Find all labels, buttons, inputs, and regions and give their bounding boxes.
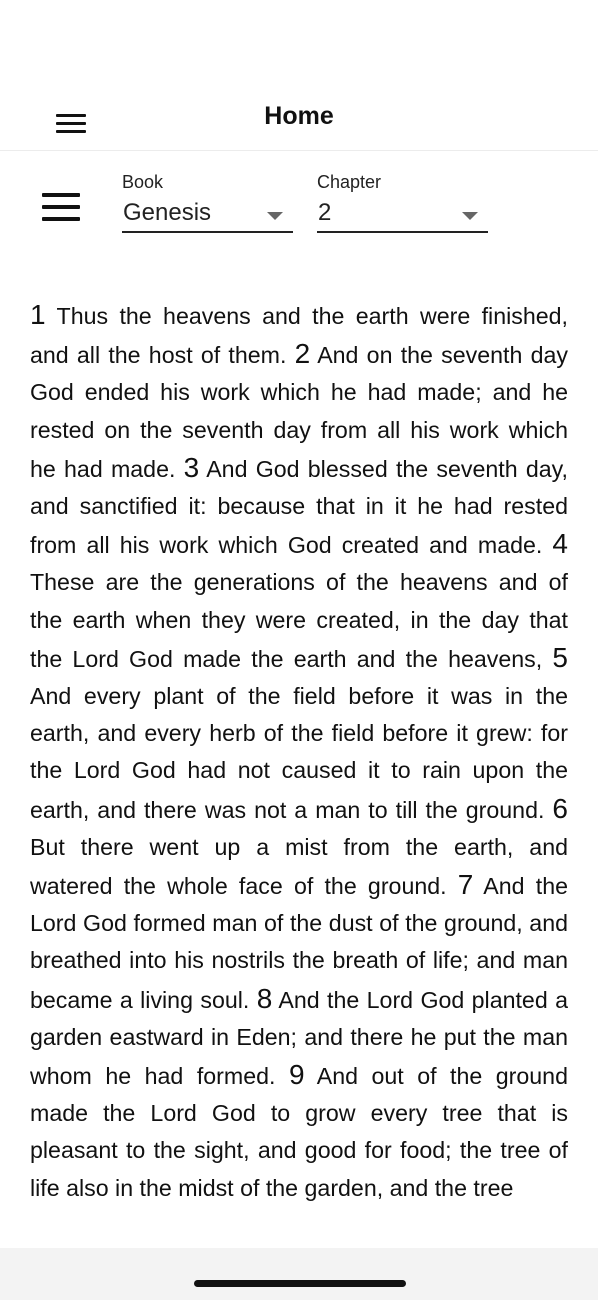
book-underline	[122, 231, 293, 233]
home-indicator[interactable]	[194, 1280, 406, 1287]
book-label: Book	[122, 172, 164, 192]
app-header	[0, 0, 598, 151]
verse-number: 8	[256, 982, 273, 1014]
verse-text: And God blessed the seventh day, and sanctified it: because that in it he had rested from all his work which God created and made.	[30, 455, 568, 559]
verse-number: 5	[552, 641, 568, 673]
verse-text: But there went up a mist from the earth, and watered the whole face of the ground.	[30, 833, 568, 900]
verse-number: 2	[294, 338, 311, 370]
verse-number: 4	[552, 528, 568, 560]
verse-number: 7	[457, 869, 474, 901]
book-value: Genesis	[123, 199, 212, 226]
verse-text: And the Lord God formed man of the dust of the ground, and breathed into his nostrils the breath of life; and man became a living soul.	[30, 873, 568, 1013]
verse-number: 9	[288, 1059, 305, 1091]
book-dropdown[interactable]	[122, 170, 293, 233]
verse-number: 3	[183, 451, 200, 483]
bottom-bar	[0, 1248, 598, 1300]
verse-number: 1	[30, 299, 46, 330]
chapter-menu-icon[interactable]	[42, 193, 80, 223]
verse-text: These are the generations of the heavens and of the earth when they were created, in the day that the Lord God made the earth and the heavens,	[30, 569, 568, 672]
chapter-underline	[317, 231, 488, 233]
verse-text: And the Lord God planted a garden eastward in Eden; and there he put the man whom he had formed.	[30, 986, 568, 1090]
verse-number: 6	[552, 792, 568, 824]
caret-down-icon	[462, 212, 478, 220]
verse-text: And every plant of the field before it was in the earth, and every herb of the field before it grew: for the Lord God had not caused it to rain upon the earth, and there was not a man to till the ground.	[30, 683, 568, 823]
verse-text: Thus the heavens and the earth were finished, and all the host of them.	[30, 303, 568, 369]
page-title: Home	[264, 102, 334, 130]
chapter-dropdown[interactable]	[317, 170, 488, 233]
verse-text: And on the seventh day God ended his work which he had made; and he rested on the seventh day from all his work which he had made.	[30, 342, 568, 482]
scripture-text	[30, 296, 568, 1244]
verse-text: And out of the ground made the Lord God to grow every tree that is pleasant to the sight, and good for food; the tree of life also in the midst of the garden, and the tree	[30, 1063, 568, 1201]
chapter-label: Chapter	[317, 172, 382, 192]
chapter-value: 2	[318, 199, 332, 226]
caret-down-icon	[267, 212, 283, 220]
